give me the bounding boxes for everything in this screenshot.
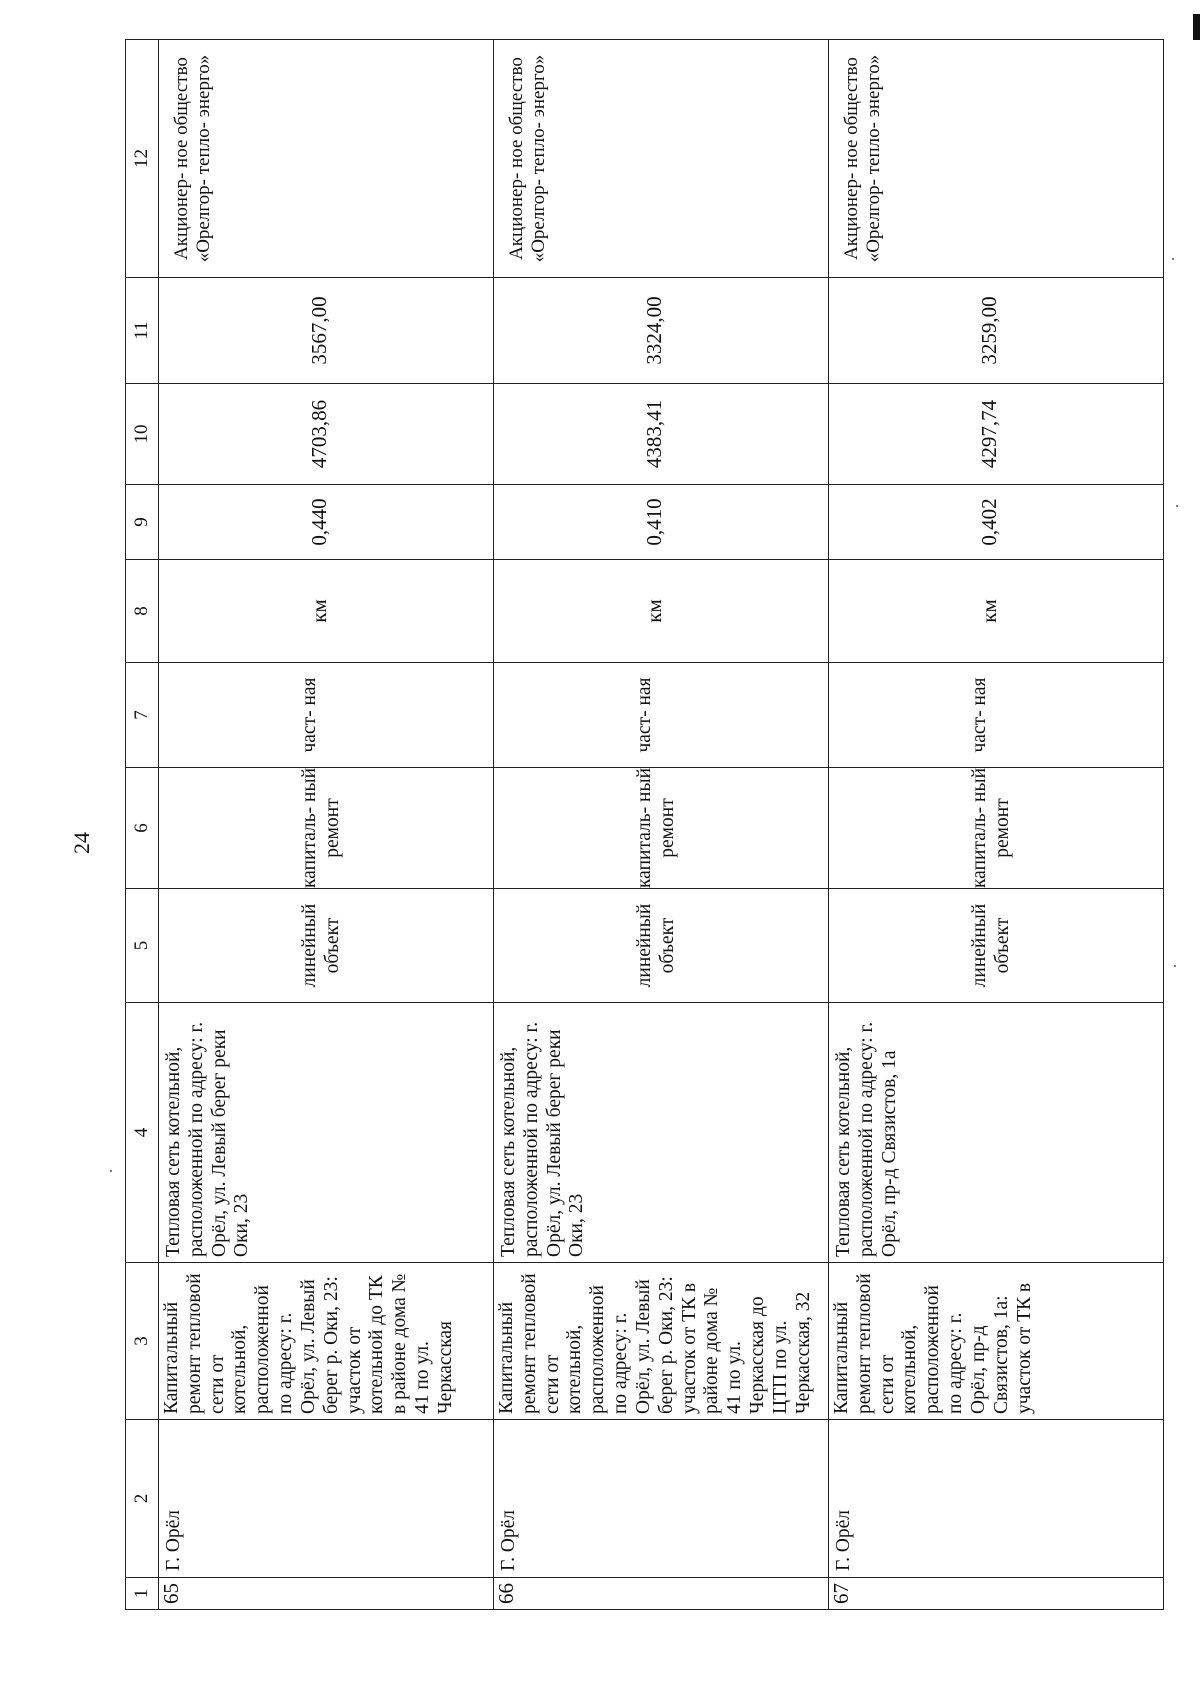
scope-text: част- ная: [969, 677, 990, 753]
scan-speck: [110, 1170, 112, 1172]
total-cost-cell: [494, 384, 829, 485]
object-cell: Тепловая сеть котельной, расположенной по адресу: г. Орёл, пр-д Связистов, 1а: [829, 1003, 1164, 1263]
object-type-cell: [494, 889, 829, 1003]
object-cell: Тепловая сеть котельной, расположенной по адресу: г. Орёл, ул. Левый берег реки Оки, 23: [159, 1003, 494, 1263]
part-cost-cell: [159, 278, 494, 384]
unit-cell: [829, 560, 1164, 663]
organization-cell: [159, 40, 494, 278]
organization-cell: [494, 40, 829, 278]
city-cell: Г. Орёл: [829, 1420, 1164, 1578]
column-header: 7: [126, 663, 159, 768]
scope-cell: [494, 663, 829, 768]
scope-text: част- ная: [299, 677, 320, 753]
work-type-text: капиталь- ный ремонт: [299, 768, 343, 888]
part-cost-cell: [494, 278, 829, 384]
column-header: 4: [126, 1003, 159, 1263]
city-cell: Г. Орёл: [159, 1420, 494, 1578]
scope-text: част- ная: [634, 677, 655, 753]
table-row: [159, 40, 494, 1610]
work-type-text: капиталь- ный ремонт: [969, 768, 1013, 888]
table-row: [829, 40, 1164, 1610]
scan-edge-mark: [1193, 14, 1200, 40]
work-type-cell: [494, 768, 829, 889]
work-type-cell: [829, 768, 1164, 889]
scan-speck: [1174, 965, 1176, 967]
total-cost-text: 4383,41: [642, 399, 666, 469]
part-cost-text: 3324,00: [642, 296, 666, 365]
quantity-text: 0,440: [307, 498, 331, 546]
table-row: [494, 40, 829, 1610]
row-number: 65: [159, 1578, 494, 1610]
part-cost-cell: [829, 278, 1164, 384]
column-header: 1: [126, 1578, 159, 1610]
column-header: 6: [126, 768, 159, 889]
total-cost-text: 4703,86: [307, 399, 331, 469]
quantity-text: 0,402: [977, 498, 1001, 546]
scope-cell: [159, 663, 494, 768]
total-cost-cell: [159, 384, 494, 485]
city-cell: Г. Орёл: [494, 1420, 829, 1578]
object-type-text: линейный объект: [634, 903, 678, 988]
work-description-cell: Капитальный ремонт тепловой сети от котельной, расположенной по адресу: г. Орёл, ул. Левый берег р. Оки, 23: участок от котельной до ТК в районе дома № 41 по ул. Черкасская: [159, 1263, 494, 1420]
column-header: 8: [126, 560, 159, 663]
table-header-row: [126, 40, 159, 1610]
object-type-text: линейный объект: [299, 903, 343, 988]
scope-cell: [829, 663, 1164, 768]
part-cost-text: 3259,00: [977, 296, 1001, 365]
total-cost-text: 4297,74: [977, 399, 1001, 469]
repair-schedule-table: [125, 39, 1164, 1610]
unit-cell: [159, 560, 494, 663]
quantity-text: 0,410: [642, 498, 666, 546]
work-description-cell: Капитальный ремонт тепловой сети от котельной, расположенной по адресу: г. Орёл, ул. Левый берег р. Оки, 23: участок от ТК в районе дома № 41 по ул. Черкасская до ЦТП по ул. Черкасская, 32: [494, 1263, 829, 1420]
quantity-cell: [159, 485, 494, 560]
quantity-cell: [494, 485, 829, 560]
organization-text: Акционер- ное общество «Орелгор- тепло- энерго»: [171, 54, 215, 263]
column-header: 2: [126, 1420, 159, 1578]
column-header: 3: [126, 1263, 159, 1420]
rotated-table-container: [125, 40, 1155, 1610]
unit-cell: [494, 560, 829, 663]
object-cell: Тепловая сеть котельной, расположенной по адресу: г. Орёл, ул. Левый берег реки Оки, 23: [494, 1003, 829, 1263]
organization-text: Акционер- ное общество «Орелгор- тепло- энерго»: [841, 54, 885, 263]
page-number: 24: [69, 832, 94, 854]
object-type-text: линейный объект: [969, 903, 1013, 988]
column-header: 5: [126, 889, 159, 1003]
total-cost-cell: [829, 384, 1164, 485]
row-number: 66: [494, 1578, 829, 1610]
work-type-text: капиталь- ный ремонт: [634, 768, 678, 888]
column-header: 10: [126, 384, 159, 485]
unit-text: км: [642, 599, 666, 623]
organization-cell: [829, 40, 1164, 278]
object-type-cell: [829, 889, 1164, 1003]
column-header: 11: [126, 278, 159, 384]
unit-text: км: [977, 599, 1001, 623]
work-description-cell: Капитальный ремонт тепловой сети от котельной, расположенной по адресу: г. Орёл, пр-д Связистов, 1а: участок от ТК в: [829, 1263, 1164, 1420]
work-type-cell: [159, 768, 494, 889]
scan-speck: [1172, 258, 1174, 260]
quantity-cell: [829, 485, 1164, 560]
scan-speck: [1176, 505, 1178, 507]
part-cost-text: 3567,00: [307, 296, 331, 365]
column-header: 12: [126, 40, 159, 278]
column-header: 9: [126, 485, 159, 560]
object-type-cell: [159, 889, 494, 1003]
organization-text: Акционер- ное общество «Орелгор- тепло- энерго»: [506, 54, 550, 263]
unit-text: км: [307, 599, 331, 623]
row-number: 67: [829, 1578, 1164, 1610]
